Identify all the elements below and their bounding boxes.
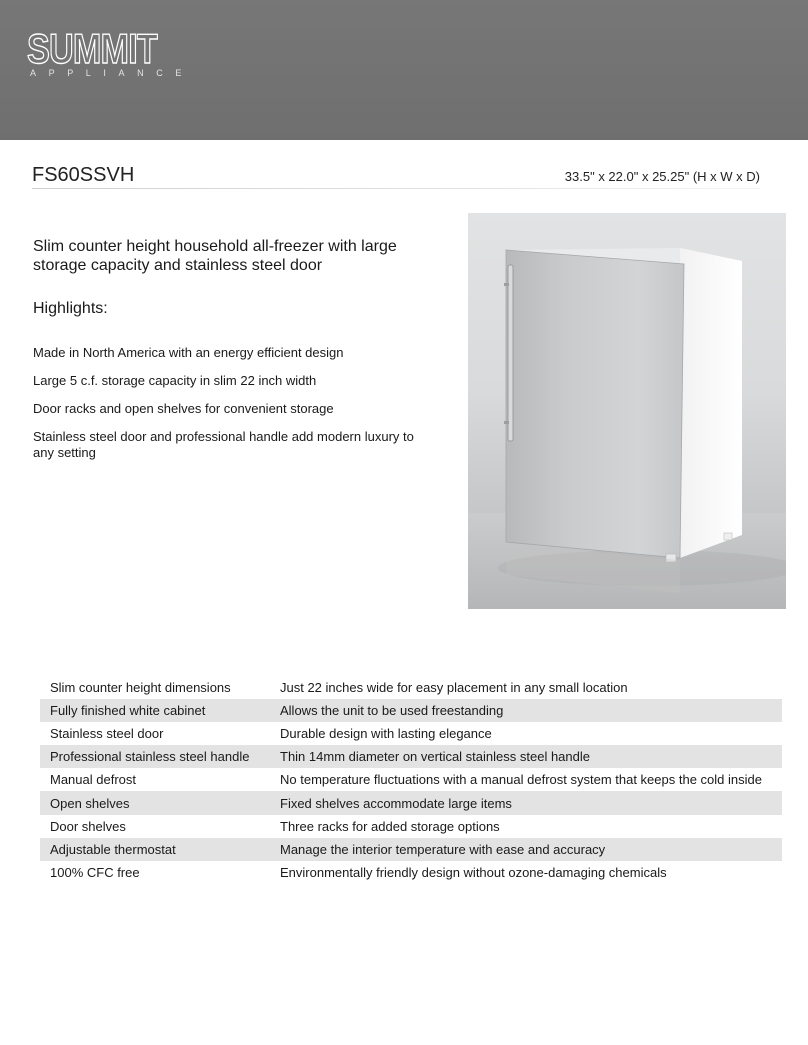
highlights-heading: Highlights: bbox=[33, 300, 108, 317]
feature-name: Open shelves bbox=[40, 791, 270, 814]
feature-description: Just 22 inches wide for easy placement in any small location bbox=[280, 680, 628, 696]
feature-description: Environmentally friendly design without ozone-damaging chemicals bbox=[280, 864, 667, 880]
table-row bbox=[40, 791, 782, 814]
highlights-list bbox=[33, 345, 433, 473]
feature-description: Thin 14mm diameter on vertical stainless steel handle bbox=[270, 745, 782, 768]
feature-name: 100% CFC free bbox=[50, 864, 140, 880]
feature-description: No temperature fluctuations with a manual defrost system that keeps the cold inside bbox=[280, 772, 762, 788]
feature-name: Professional stainless steel handle bbox=[40, 745, 270, 768]
table-row bbox=[40, 676, 782, 699]
product-dimensions: 33.5" x 22.0" x 25.25" (H x W x D) bbox=[564, 169, 760, 184]
feature-name: Manual defrost bbox=[50, 772, 136, 788]
table-row bbox=[40, 722, 782, 745]
feature-name: Fully finished white cabinet bbox=[40, 699, 270, 722]
logo-subtitle: APPLIANCE bbox=[30, 68, 194, 78]
model-number: FS60SSVH bbox=[32, 164, 135, 186]
table-row bbox=[40, 768, 782, 791]
feature-description: Allows the unit to be used freestanding bbox=[270, 699, 782, 722]
freezer-image-icon bbox=[468, 213, 786, 609]
divider bbox=[32, 188, 760, 189]
highlight-item: Large 5 c.f. storage capacity in slim 22 inch width bbox=[33, 373, 317, 388]
table-row bbox=[40, 838, 782, 861]
model-row bbox=[32, 164, 760, 188]
feature-description: Manage the interior temperature with ease and accuracy bbox=[270, 838, 782, 861]
highlight-item: Made in North America with an energy efficient design bbox=[33, 345, 344, 360]
feature-name: Door shelves bbox=[50, 818, 126, 834]
summit-logo bbox=[26, 28, 158, 68]
table-row bbox=[40, 745, 782, 768]
logo-wordmark: SUMMIT bbox=[27, 28, 158, 68]
feature-description: Three racks for added storage options bbox=[280, 818, 500, 834]
feature-name: Slim counter height dimensions bbox=[50, 680, 231, 696]
feature-name: Adjustable thermostat bbox=[40, 838, 270, 861]
table-row bbox=[40, 699, 782, 722]
product-photo bbox=[468, 213, 786, 609]
table-row bbox=[40, 815, 782, 838]
table-row bbox=[40, 861, 782, 884]
feature-description: Durable design with lasting elegance bbox=[280, 726, 492, 742]
features-table bbox=[40, 676, 782, 884]
highlight-item: Stainless steel door and professional handle add modern luxury to any setting bbox=[33, 429, 414, 460]
product-tagline: Slim counter height household all-freezer with large storage capacity and stainless steel door bbox=[33, 238, 397, 274]
feature-description: Fixed shelves accommodate large items bbox=[270, 791, 782, 814]
feature-name: Stainless steel door bbox=[50, 726, 164, 742]
highlight-item: Door racks and open shelves for convenient storage bbox=[33, 401, 334, 416]
